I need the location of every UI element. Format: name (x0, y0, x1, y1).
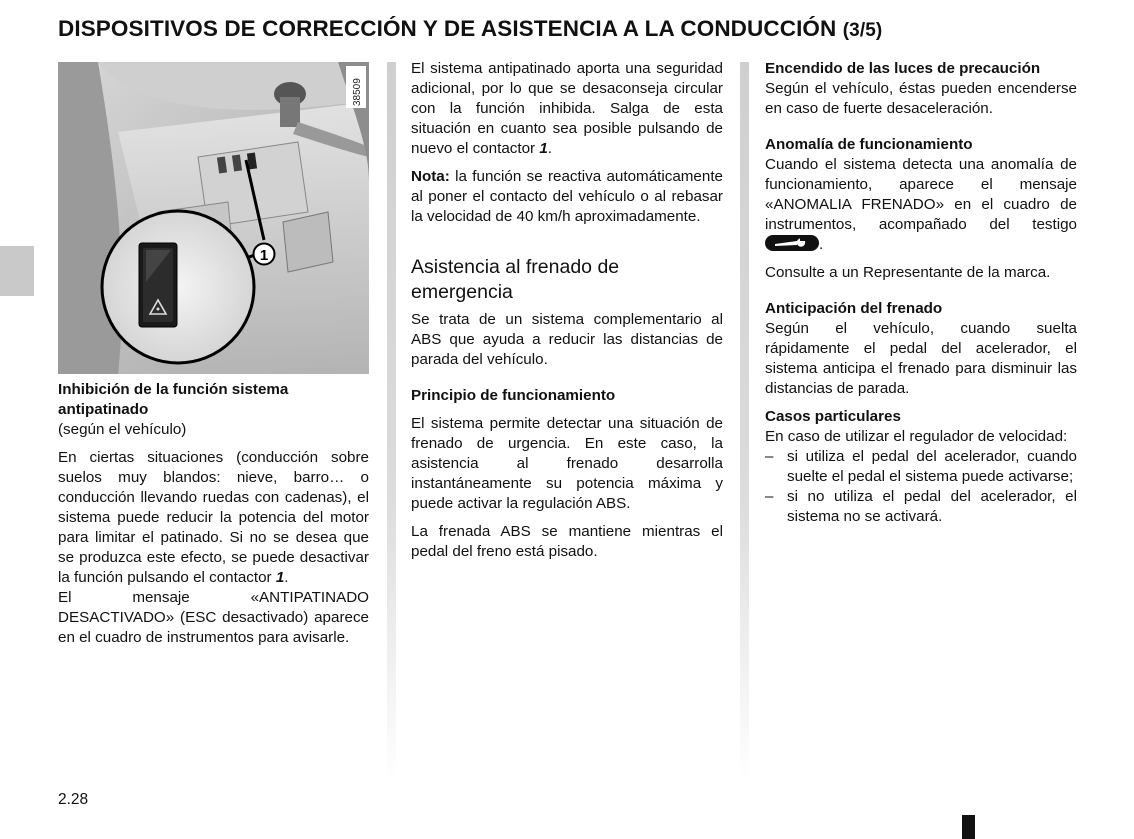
note-segun-vehiculo: (según el vehículo) (58, 421, 187, 438)
paragraph-seguridad: El sistema antipatinado aporta una seguridad adicional, por lo que se desaconseja circular con la función inhibida. Salga de esta situación en cuanto sea posible pulsando de nuevo el contactor 1. (411, 60, 723, 157)
paragraph-principio: El sistema permite detectar una situación de frenado de urgencia. En este caso, la asistencia al frenado desarrolla instantáneamente su potencia máxima y puede activar la regulación ABS. (411, 415, 723, 512)
dashboard-switch-illustration (58, 62, 369, 374)
column-2 (411, 59, 723, 562)
column-separator-1 (387, 62, 396, 782)
contactor-ref: 1 (539, 140, 548, 157)
section-title-asistencia: Asistencia al frenado de emergencia (411, 256, 620, 303)
service-wrench-warning-icon (765, 235, 819, 251)
paragraph-mensaje-antipatinado: El mensaje «ANTIPATINADO DESACTIVADO» (ESC desactivado) aparece en el cuadro de instrumentos para avisarle. (58, 589, 369, 646)
chapter-tab (0, 246, 34, 296)
list-item: – si no utiliza el pedal del acelerador, el sistema no se activará. (765, 488, 1077, 525)
heading-principio: Principio de funcionamiento (411, 387, 616, 404)
paragraph-asistencia-intro: Se trata de un sistema complementario al ABS que ayuda a reducir las distancias de parada del vehículo. (411, 311, 723, 368)
corner-mark (962, 815, 975, 839)
paragraph-luces: Según el vehículo, éstas pueden encenderse en caso de fuerte desaceleración. (765, 80, 1077, 117)
heading-inhibicion: Inhibición de la función sistema antipatinado (58, 381, 289, 418)
paragraph-anomalia: Cuando el sistema detecta una anomalía de funcionamiento, aparece el mensaje «ANOMALIA FRENADO» en el cuadro de instrumentos, acompañado del testigo . (765, 156, 1077, 253)
heading-casos-particulares: Casos particulares (765, 408, 901, 425)
page-title-part: (3/5) (842, 20, 883, 41)
page-number: 2.28 (58, 791, 89, 808)
paragraph-anticipacion: Según el vehículo, cuando suelta rápidamente el pedal del acelerador, el sistema anticipa el frenado para disminuir las distancias de parada. (765, 320, 1077, 397)
paragraph-situaciones: En ciertas situaciones (conducción sobre suelos muy blandos: nieve, barro… o conducción llevando ruedas con cadenas), el sistema puede reducir la potencia del motor para limitar el patinado. Si no se desea que se produzca este efecto, se puede desactivar la función pulsando el contactor 1. (58, 449, 369, 586)
paragraph-frenada-abs: La frenada ABS se mantiene mientras el pedal del freno está pisado. (411, 523, 723, 560)
paragraph-regulador: En caso de utilizar el regulador de velocidad: (765, 428, 1068, 445)
page-title (58, 16, 1108, 42)
column-3 (765, 59, 1077, 527)
column-1 (58, 380, 369, 648)
column-separator-2 (740, 62, 749, 782)
figure-reference: 38509 (352, 78, 363, 106)
list-item: – si utiliza el pedal del acelerador, cuando suelte el pedal el sistema puede activarse; (765, 448, 1077, 485)
paragraph-nota: Nota: la función se reactiva automáticamente al poner el contacto del vehículo o al rebasar la velocidad de 40 km/h aproximadamente. (411, 168, 723, 225)
paragraph-consulte: Consulte a un Representante de la marca. (765, 264, 1051, 281)
heading-anomalia: Anomalía de funcionamiento (765, 136, 973, 153)
heading-luces-precaucion: Encendido de las luces de precaución (765, 60, 1041, 77)
figure-callout-number: 1 (259, 247, 269, 264)
page-title-main: DISPOSITIVOS DE CORRECCIÓN Y DE ASISTENCIA A LA CONDUCCIÓN (58, 16, 837, 41)
contactor-ref: 1 (275, 569, 285, 586)
heading-anticipacion: Anticipación del frenado (765, 300, 943, 317)
